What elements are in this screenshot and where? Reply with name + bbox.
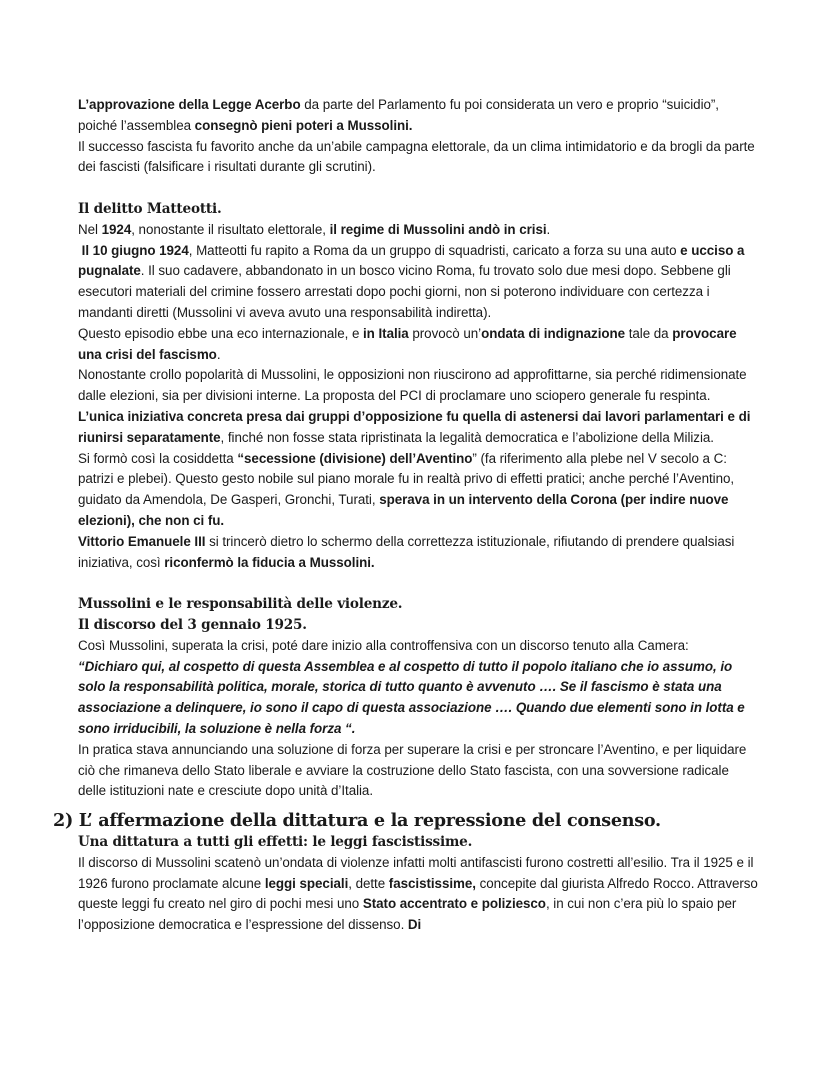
text: tale da (625, 325, 673, 341)
text: provocò un’ (408, 325, 482, 341)
bold-text: riconfermò la fiducia a Mussolini. (164, 554, 375, 570)
paragraph-vittorio (78, 532, 758, 574)
heading-discorso: Il discorso del 3 gennaio 1925. (78, 616, 307, 633)
paragraph-aventino (78, 449, 758, 532)
bold-text: ondata di indignazione (481, 325, 626, 341)
bold-text: leggi speciali (264, 875, 349, 891)
paragraph-pratica: In pratica stava annunciando una soluzione di forza per superare la crisi e per stroncare l’Aventino, e per liquidare ciò che rimaneva dello Stato liberale e avviare la costruzione dello Stato fascista, con una sovversione radicale delle istituzioni nate e cresciute dopo unità d’Italia. (78, 741, 747, 799)
text: Nel (78, 221, 102, 237)
bold-text: “secessione (divisione) dell’Aventino (237, 450, 473, 466)
bold-text: 1924 (101, 221, 132, 237)
bold-text: Vittorio Emanuele III (78, 533, 206, 549)
text: , finché non fosse stata ripristinata la legalità democratica e l’abolizione della Milizia. (220, 429, 714, 445)
paragraph-acerbo (78, 95, 758, 137)
bold-text: Stato accentrato e poliziesco (362, 896, 546, 912)
quote-mussolini: “Dichiaro qui, al cospetto di questa Assemblea e al cospetto di tutto il popolo italiano che io assumo, io solo la responsabilità politica, morale, storica di tutto quanto è avvenuto …. Se il fascismo è stata una associazione a delinquere, io sono il capo di questa associazione …. Quando due elementi sono in lotta e sono irriducibili, la soluzione è nella forza “. (78, 658, 745, 736)
text: si trincerò dietro lo schermo della correttezza istituzionale, rifiutando di prendere qualsiasi iniziativa, così (78, 533, 735, 570)
text: ” (fa riferimento alla plebe nel V secolo a C: patrizi e plebei). Questo gesto nobile sul piano morale fu in realtà privo di effetti pratici; anche perché l’Aventino, guidato da Amendola, De Gasperi, Gronchi, Turati, (78, 450, 735, 508)
paragraph-leggi (78, 853, 758, 936)
text: , dette (348, 875, 389, 891)
bold-text: fascistissime, (388, 875, 476, 891)
heading-responsabilita: Mussolini e le responsabilità delle violenze. (78, 596, 403, 613)
text: . (546, 221, 551, 237)
section-title-dittatura: 2) L’ affermazione della dittatura e la repressione del consenso. (53, 810, 661, 832)
bold-text: L’approvazione della Legge Acerbo (78, 97, 301, 112)
text: . (216, 346, 221, 362)
text: concepite dal giurista Alfredo Rocco. Attraverso queste leggi fu creato nel giro di pochi mesi uno (78, 875, 758, 912)
paragraph-1924 (78, 220, 758, 241)
bold-text: il regime di Mussolini andò in crisi (329, 221, 547, 237)
paragraph-crollo: Nonostante crollo popolarità di Mussolini, le opposizioni non riuscirono ad approfittarne, sia perché ridimensionate dalle elezioni, sia per divisioni interne. La proposta del PCI di proclamare uno sciopero generale fu respinta. (78, 367, 747, 404)
text: , in cui non c’era più lo spaio per l’opposizione democratica e l’espressione del dissenso. (78, 896, 737, 933)
paragraph-controffensiva: Così Mussolini, superata la crisi, poté dare inizio alla controffensiva con un discorso tenuto alla Camera: (78, 637, 689, 653)
bold-text: in Italia (363, 325, 409, 341)
text: . Il suo cadavere, abbandonato in un bosco vicino Roma, fu trovato solo due mesi dopo. Sebbene gli esecutori materiali del crimine fossero arrestati dopo pochi giorni, non si poterono individuare con certezza i mandanti diretti (Mussolini vi aveva avuto una responsabilità indiretta). (78, 263, 731, 320)
subtitle-leggi-fascistissime: Una dittatura a tutti gli effetti: le leggi fascistissime. (78, 834, 473, 851)
text: Si formò così la cosiddetta (78, 450, 238, 466)
text: Questo episodio ebbe una eco internazionale, e (78, 325, 364, 341)
bold-text: sperava in un intervento della Corona (per indire nuove elezioni), che non ci fu. (78, 492, 729, 528)
text: , Matteotti fu rapito a Roma da un gruppo di squadristi, caricato a forza su una auto (188, 242, 681, 258)
text: Il discorso di Mussolini scatenò un’ondata di violenze infatti molti antifascisti furono costretti all’esilio. Tra il 1925 e il 1926 furono proclamate alcune (78, 854, 754, 891)
bold-text: e ucciso a pugnalate (78, 242, 745, 279)
bold-text: Di (407, 917, 422, 933)
text: da parte del Parlamento fu poi considerata un vero e proprio “suicidio”, poiché l’assemblea (78, 97, 719, 133)
bold-text: Il 10 giugno 1924 (81, 242, 189, 258)
bold-text: provocare una crisi del fascismo (78, 325, 737, 362)
text: , nonostante il risultato elettorale, (131, 221, 330, 237)
paragraph-campagna: Il successo fascista fu favorito anche da un’abile campagna elettorale, da un clima intimidatorio e da brogli da parte dei fascisti (falsificare i risultati durante gli scrutini). (78, 138, 755, 175)
bold-text: consegnò pieni poteri a Mussolini. (194, 117, 413, 133)
bold-text: L’unica iniziativa concreta presa dai gruppi d’opposizione fu quella di astenersi dai lavori parlamentari e di riunirsi separatamente (78, 408, 751, 445)
paragraph-10-giugno (78, 241, 758, 324)
paragraph-iniziativa (78, 407, 758, 449)
document-page (53, 95, 758, 936)
heading-matteotti: Il delitto Matteotti. (78, 200, 222, 217)
paragraph-eco (78, 324, 758, 366)
